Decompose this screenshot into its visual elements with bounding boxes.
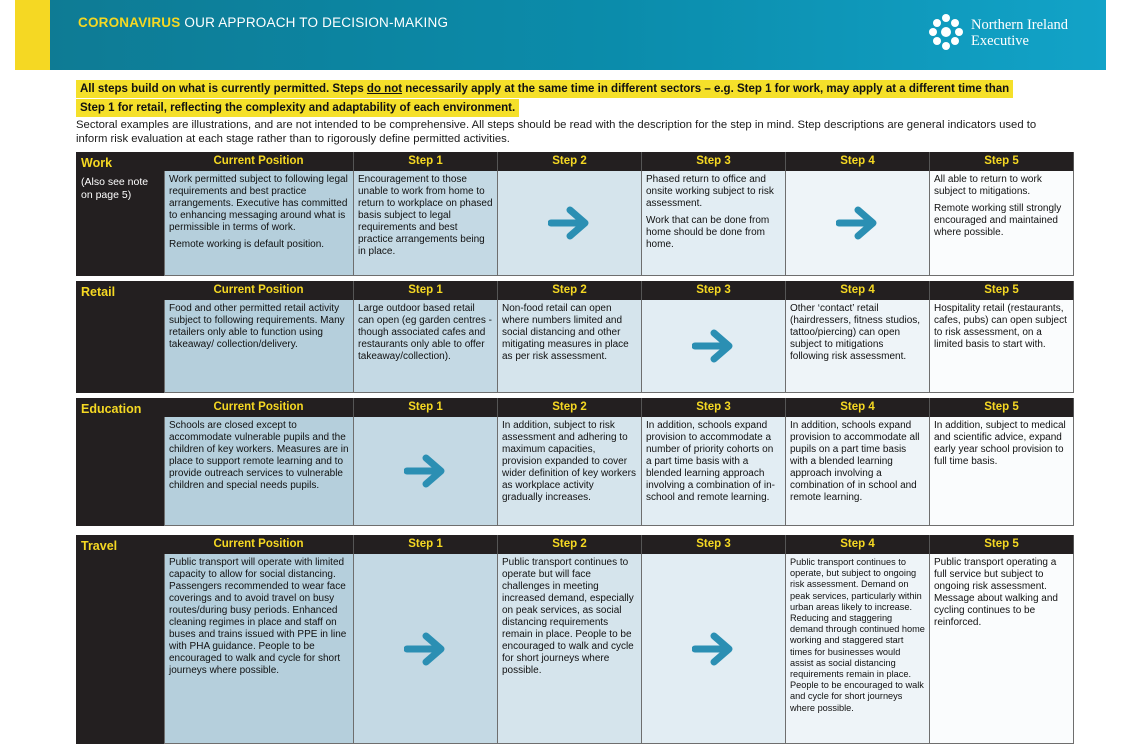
cell-text: In addition, schools expand provision to accommodate all pupils on a part time basis with a blended learning approach involving a combination of in school and remote learning. <box>790 420 920 503</box>
logo-line-1: Northern Ireland <box>971 17 1069 33</box>
col-header: Step 4 <box>786 535 930 554</box>
table-cell <box>164 300 354 393</box>
banner-line-2: Step 1 for retail, reflecting the complexity and adaptability of each environment. <box>76 99 519 117</box>
section-name: Work <box>81 156 113 170</box>
section-name: Education <box>81 402 142 416</box>
col-header: Step 3 <box>642 281 786 300</box>
col-header: Step 5 <box>930 152 1074 171</box>
table-cell <box>498 171 642 276</box>
table-cell <box>164 417 354 526</box>
cell-text: Schools are closed except to accommodate vulnerable pupils and the children of key workers. Measures are in place to support remote learning and to provide outreach services to vulnerable children and special needs pupils. <box>169 420 349 491</box>
arrow-right-icon <box>404 453 448 489</box>
travel-table <box>164 535 1074 744</box>
cell-text: Public transport continues to operate, but subject to ongoing risk assessment. Demand on peak services, particularly within urban areas likely to increase. Reducing and staggering demand through continued home working and staggered start times for businesses would assist as social distancing requirements remain in place. People to be encouraged to walk and cycle for short journeys where possible. <box>790 557 925 713</box>
table-cell <box>642 171 786 276</box>
section-name: Travel <box>81 539 118 553</box>
cell-text: In addition, subject to medical and scientific advice, expand early year school provision to full time basis. <box>934 420 1066 467</box>
col-header: Step 4 <box>786 152 930 171</box>
work-table <box>164 152 1074 276</box>
cell-text: All able to return to work subject to mitigations. <box>934 174 1042 197</box>
col-header: Current Position <box>164 152 354 171</box>
title-rest: OUR APPROACH TO DECISION-MAKING <box>180 15 449 30</box>
intro-text: Sectoral examples are illustrations, and are not intended to be comprehensive. All steps should be read with the description for the step in mind. Step descriptions are general indicators used to inform risk evaluation at each stage rather than to rigorously define permitted activities. <box>76 119 1037 145</box>
col-header: Step 1 <box>354 398 498 417</box>
section-note: (Also see note on page 5) <box>81 176 149 201</box>
col-header: Current Position <box>164 398 354 417</box>
cell-text: Work that can be done from home should be done from home. <box>646 215 770 250</box>
cell-text: In addition, subject to risk assessment and adhering to maximum capacities, provision expanded to cover wider definition of key workers as workplace activity gradually increases. <box>502 420 636 503</box>
section-label-retail <box>76 281 164 393</box>
table-cell <box>354 417 498 526</box>
cell-text: Other ‘contact’ retail (hairdressers, fitness studios, tattoo/piercing) can open subject to mitigations following risk assessment. <box>790 303 921 362</box>
col-header: Step 2 <box>498 535 642 554</box>
section-label-education <box>76 398 164 526</box>
cell-text: In addition, schools expand provision to accommodate a number of priority cohorts on a part time basis with a blended learning approach involving a combination of in-school and remote learning. <box>646 420 775 503</box>
page-title <box>78 15 448 30</box>
cell-text: Remote working still strongly encouraged and maintained where possible. <box>934 203 1062 238</box>
table-cell <box>498 554 642 744</box>
table-cell <box>498 300 642 393</box>
col-header: Current Position <box>164 281 354 300</box>
cell-text: Work permitted subject to following legal requirements and best practice arrangements. Executive has committed to enhancing messaging around what is permissible in terms of work. <box>169 174 348 233</box>
cell-text: Encouragement to those unable to work from home to return to workplace on phased basis subject to legal requirements and best practice arrangements being in place. <box>358 174 493 257</box>
ni-executive-logo <box>928 13 1078 55</box>
arrow-right-icon <box>692 328 736 364</box>
col-header: Step 3 <box>642 535 786 554</box>
banner-line-1 <box>76 80 1013 98</box>
logo-line-2: Executive <box>971 33 1029 49</box>
col-header: Step 4 <box>786 398 930 417</box>
logo-text <box>971 17 1068 49</box>
table-cell <box>642 554 786 744</box>
cell-text: Phased return to office and onsite working subject to risk assessment. <box>646 174 774 209</box>
cell-text: Food and other permitted retail activity subject to following requirements. Many retailers only able to function using takeaway/ collection/delivery. <box>169 303 345 350</box>
table-cell <box>642 417 786 526</box>
cell-text: Hospitality retail (restaurants, cafes, pubs) can open subject to risk assessment, on a limited basis to start with. <box>934 303 1067 350</box>
table-cell <box>354 300 498 393</box>
arrow-right-icon <box>548 205 592 241</box>
col-header: Step 5 <box>930 398 1074 417</box>
header-accent-stripe <box>15 0 50 70</box>
col-header: Step 5 <box>930 535 1074 554</box>
table-cell <box>642 300 786 393</box>
cell-text: Non-food retail can open where numbers limited and social distancing and other mitigating measures in place as per risk assessment. <box>502 303 629 362</box>
col-header: Step 1 <box>354 535 498 554</box>
col-header: Step 1 <box>354 152 498 171</box>
banner-underlined: do not <box>366 83 403 95</box>
cell-text: Public transport will operate with limited capacity to allow for social distancing. Passengers recommended to wear face coverings and to avoid travel on busy routes/during busy periods. Enhanced cleaning regimes in place and staff on buses and trains issued with PPE in line with PHA guidance. People to be encouraged to walk and cycle for short journeys where possible. <box>169 557 347 676</box>
table-cell <box>930 417 1074 526</box>
table-cell <box>164 171 354 276</box>
col-header: Step 3 <box>642 152 786 171</box>
col-header: Step 2 <box>498 281 642 300</box>
cell-text: Remote working is default position. <box>169 239 325 250</box>
section-label-work <box>76 152 164 276</box>
table-cell <box>930 171 1074 276</box>
section-label-travel <box>76 535 164 744</box>
table-cell <box>498 417 642 526</box>
section-name: Retail <box>81 285 116 299</box>
cell-text: Public transport continues to operate but will face challenges in meeting increased demand, especially on peak services, as social distancing requirements remain in place. People to be encouraged to walk and cycle for short journeys where possible. <box>502 557 634 676</box>
col-header: Step 4 <box>786 281 930 300</box>
table-cell <box>354 554 498 744</box>
table-cell <box>354 171 498 276</box>
table-cell <box>930 554 1074 744</box>
col-header: Step 2 <box>498 152 642 171</box>
cell-text: Large outdoor based retail can open (eg garden centres - though associated cafes and restaurants only able to offer takeaway/collection). <box>358 303 492 362</box>
table-cell <box>164 554 354 744</box>
table-cell <box>930 300 1074 393</box>
arrow-right-icon <box>692 631 736 667</box>
title-highlight: CORONAVIRUS <box>78 15 181 30</box>
col-header: Step 3 <box>642 398 786 417</box>
table-cell <box>786 417 930 526</box>
col-header: Step 1 <box>354 281 498 300</box>
arrow-right-icon <box>404 631 448 667</box>
banner-text-a: All steps build on what is currently permitted. Steps <box>80 83 367 95</box>
logo-flower-icon <box>928 13 964 51</box>
table-cell <box>786 171 930 276</box>
col-header: Step 2 <box>498 398 642 417</box>
table-cell <box>786 554 930 744</box>
cell-text: Public transport operating a full service but subject to ongoing risk assessment. Message about walking and cycling continues to be reinforced. <box>934 557 1058 628</box>
highlight-banner <box>76 79 1064 117</box>
banner-text-b: necessarily apply at the same time in different sectors – e.g. Step 1 for work, may apply at a different time than <box>402 83 1010 95</box>
arrow-right-icon <box>836 205 880 241</box>
col-header: Step 5 <box>930 281 1074 300</box>
table-cell <box>786 300 930 393</box>
retail-table <box>164 281 1074 393</box>
col-header: Current Position <box>164 535 354 554</box>
education-table <box>164 398 1074 526</box>
